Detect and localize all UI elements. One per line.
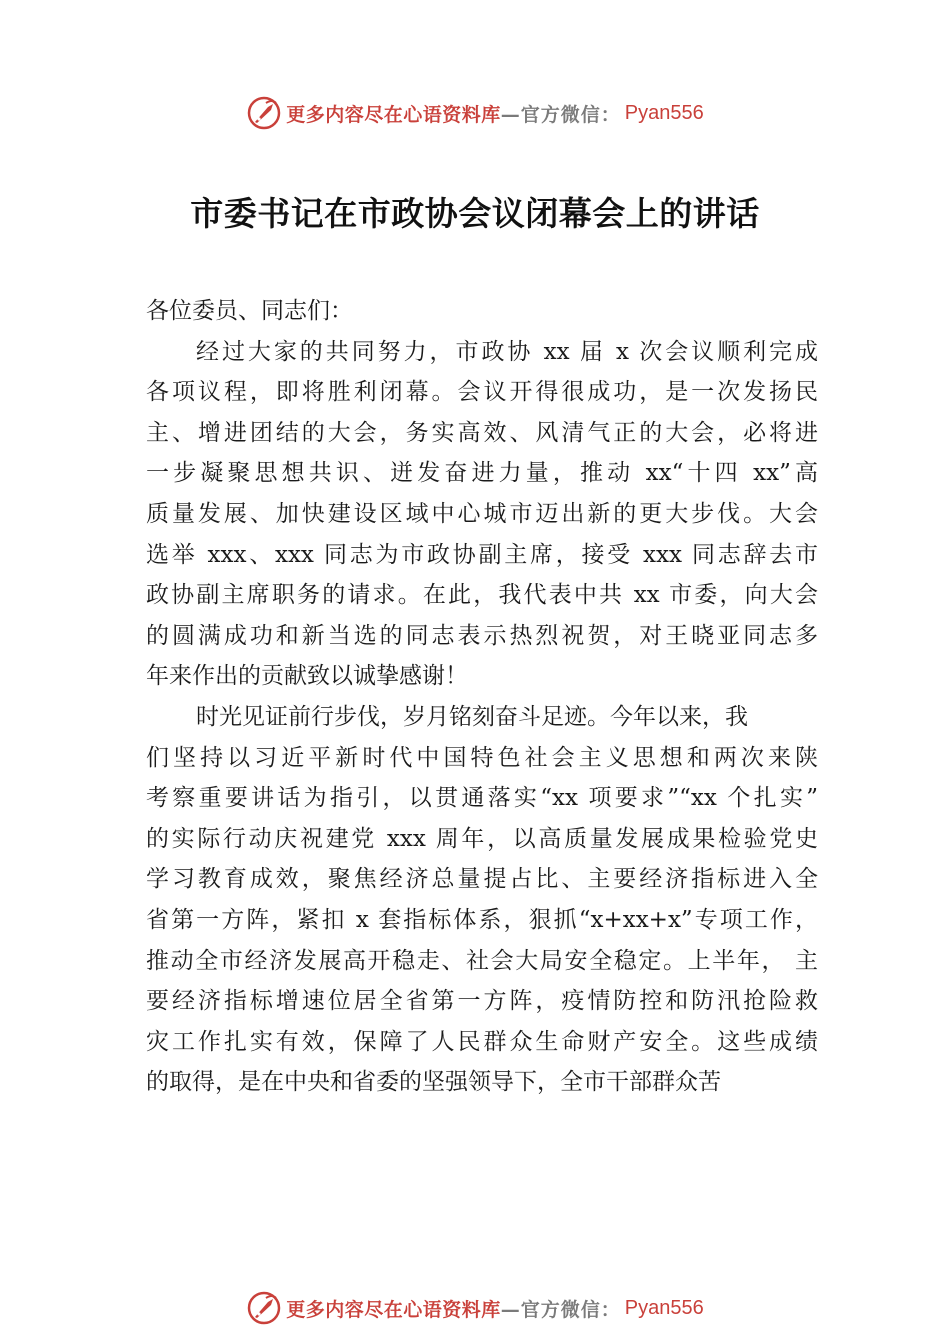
document-body	[146, 291, 818, 1103]
salutation: 各位委员、同志们：	[146, 298, 353, 324]
watermark-wechat-label: —官方微信：	[500, 103, 621, 126]
footer-watermark-banner	[0, 1288, 950, 1328]
paragraph-line: 一步凝聚思想共识、迸发奋进力量，推动 xx“十四 xx”高	[146, 460, 818, 487]
paragraph-line: 省第一方阵，紧扣 x 套指标体系，狠抓“x+xx+x”专项工作，	[146, 906, 818, 933]
paragraph-line: 灾工作扎实有效，保障了人民群众生命财产安全。这些成绩	[146, 1028, 818, 1055]
paragraph-line: 经过大家的共同努力，市政协 xx 届 x 次会议顺利完成	[196, 338, 818, 365]
paragraph-line: 政协副主席职务的请求。在此，我代表中共 xx 市委，向大会	[146, 582, 818, 609]
paragraph-line: 们坚持以习近平新时代中国特色社会主义思想和两次来陕	[146, 744, 818, 771]
header-watermark-banner	[0, 93, 950, 133]
paragraph-line: 选举 xxx、xxx 同志为市政协副主席，接受 xxx 同志辞去市	[146, 541, 818, 568]
paragraph-line: 的圆满成功和新当选的同志表示热烈祝贺，对王晓亚同志多	[146, 622, 818, 649]
paragraph-1	[146, 332, 818, 697]
paragraph-line: 质量发展、加快建设区域中心城市迈出新的更大步伐。大会	[146, 500, 818, 527]
watermark-wechat-id: Pyan556	[624, 101, 704, 124]
paragraph-line: 学习教育成效，聚焦经济总量提占比、主要经济指标进入全	[146, 866, 818, 893]
paragraph-line: 的实际行动庆祝建党 xxx 周年，以高质量发展成果检验党史	[146, 825, 818, 852]
watermark-wechat-label: —官方微信：	[500, 1298, 621, 1321]
pen-nib-logo-icon	[246, 1290, 282, 1326]
paragraph-line: 时光见证前行步伐，岁月铭刻奋斗足迹。今年以来，我	[196, 703, 748, 730]
paragraph-line: 主、增进团结的大会，务实高效、风清气正的大会，必将进	[146, 419, 818, 446]
paragraph-line: 考察重要讲话为指引，以贯通落实“xx 项要求”“xx 个扎实”	[146, 785, 818, 812]
document-title: 市委书记在市政协会议闭幕会上的讲话	[190, 194, 760, 233]
watermark-text	[286, 1295, 704, 1322]
paragraph-line: 年来作出的贡献致以诚挚感谢！	[146, 663, 468, 690]
paragraph-line: 推动全市经济发展高开稳走、社会大局安全稳定。上半年， 主	[146, 947, 818, 974]
watermark-site-name: 更多内容尽在心语资料库	[286, 103, 501, 126]
paragraph-2	[146, 697, 818, 1103]
watermark-wechat-id: Pyan556	[624, 1296, 704, 1319]
pen-nib-logo-icon	[246, 95, 282, 131]
paragraph-line: 各项议程，即将胜利闭幕。会议开得很成功，是一次发扬民	[146, 379, 818, 406]
paragraph-line: 要经济指标增速位居全省第一方阵，疫情防控和防汛抢险救	[146, 988, 818, 1015]
paragraph-line: 的取得，是在中央和省委的坚强领导下，全市干部群众苦	[146, 1069, 721, 1096]
watermark-site-name: 更多内容尽在心语资料库	[286, 1298, 501, 1321]
watermark-text	[286, 100, 704, 127]
